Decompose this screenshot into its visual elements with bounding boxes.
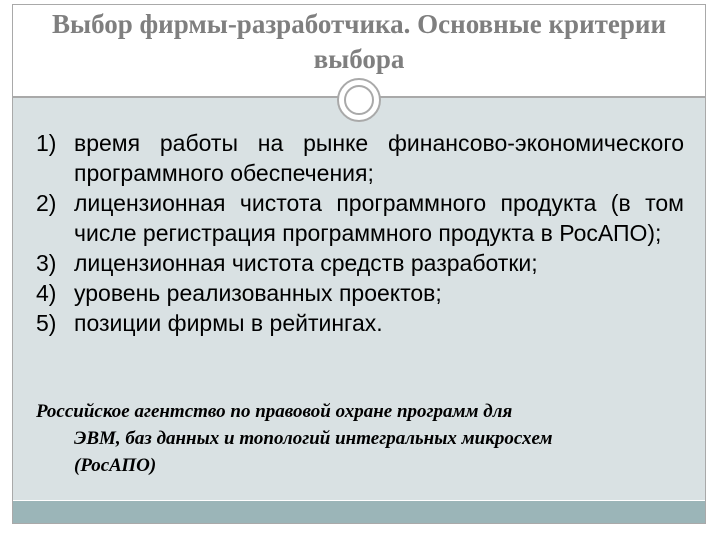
list-item-text: время работы на рынке финансово-экономического программного обеспечения; xyxy=(74,130,684,186)
list-item-text: лицензионная чистота программного продукта (в том числе регистрация программного продукта в РосАПО); xyxy=(74,190,684,246)
list-item-text: уровень реализованных проектов; xyxy=(74,280,442,306)
slide-title xyxy=(13,7,705,77)
bottom-bar xyxy=(13,501,705,523)
list-item-text: лицензионная чистота средств разработки; xyxy=(74,250,538,276)
list-item xyxy=(36,308,684,338)
list-item-number: 2) xyxy=(36,190,57,216)
circle-ornament-inner xyxy=(344,85,374,115)
list-item xyxy=(36,188,684,248)
title-line-2: выбора xyxy=(313,44,405,74)
list-item-number: 4) xyxy=(36,280,57,306)
list-item-number: 1) xyxy=(36,130,57,156)
rosapo-note xyxy=(36,398,656,479)
title-line-1: Выбор фирмы-разработчика. Основные критерии xyxy=(52,9,666,39)
circle-ornament-icon xyxy=(337,78,381,122)
list-item xyxy=(36,248,684,278)
list-item-number: 5) xyxy=(36,310,57,336)
list-item xyxy=(36,278,684,308)
list-item-text: позиции фирмы в рейтингах. xyxy=(74,310,383,336)
list-item xyxy=(36,128,684,188)
list-item-number: 3) xyxy=(36,250,57,276)
note-line-1: Российское агентство по правовой охране программ для xyxy=(36,401,513,422)
note-line-2: ЭВМ, баз данных и топологий интегральных микросхем xyxy=(74,428,553,449)
criteria-list xyxy=(36,128,684,338)
note-line-3: (РосАПО) xyxy=(74,455,157,476)
